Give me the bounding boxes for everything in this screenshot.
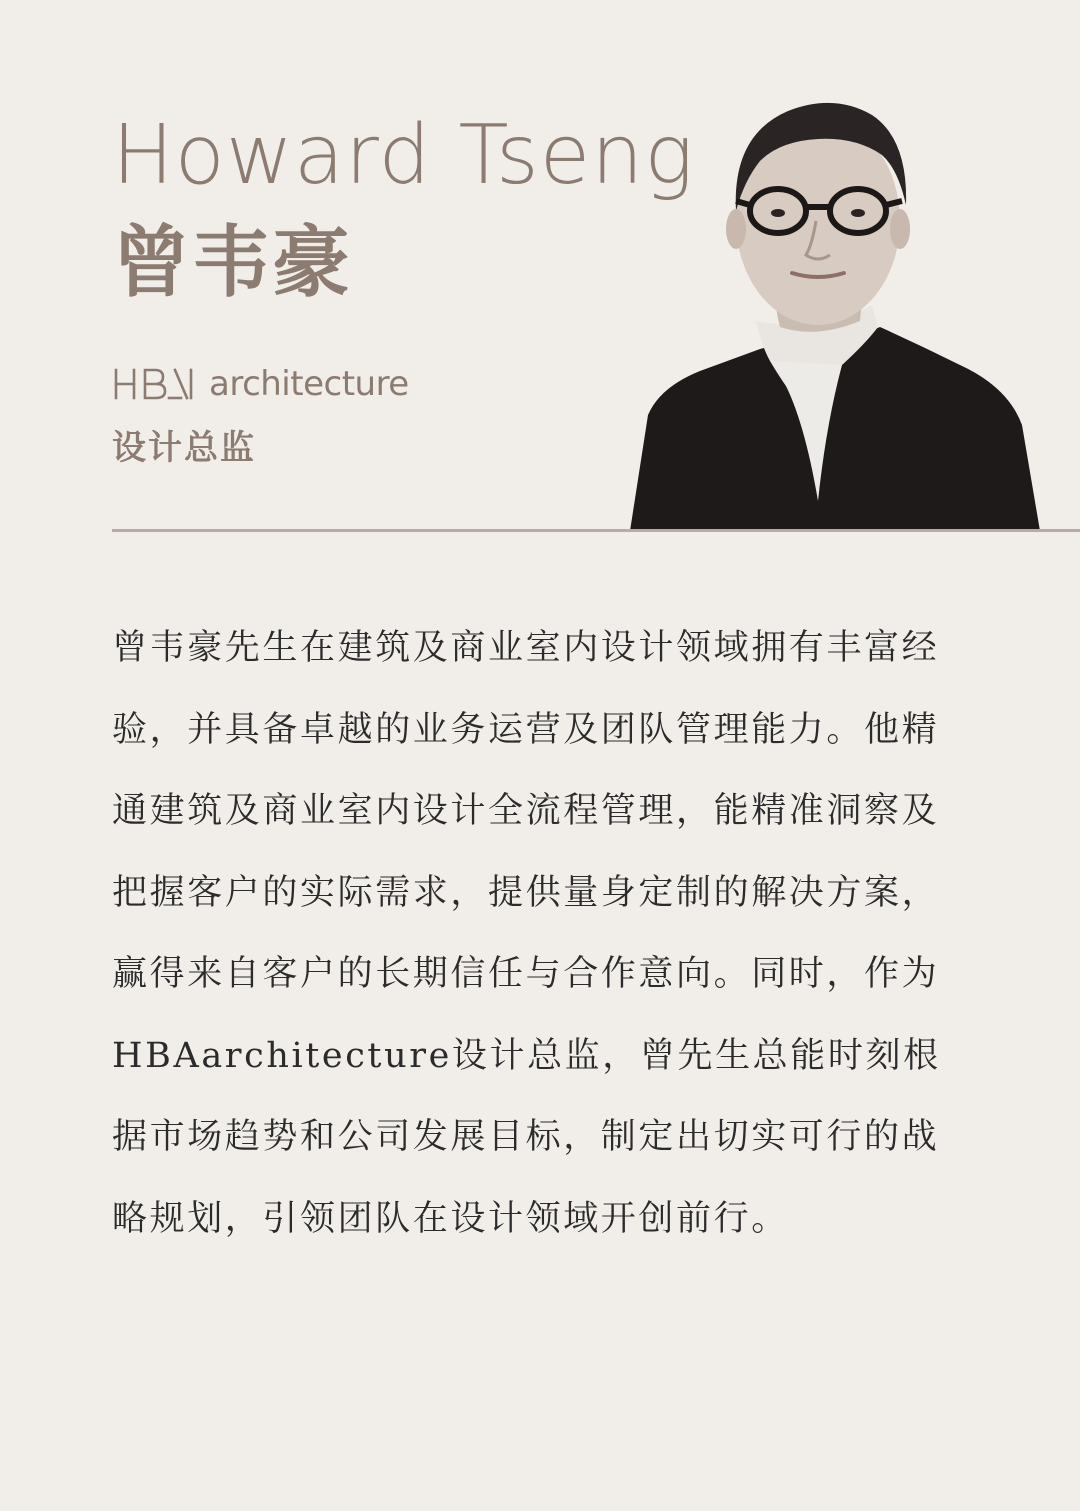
company-name: architecture [209,364,409,404]
name-english: Howard Tseng [112,108,695,203]
company-line [113,360,409,408]
portrait-photo-icon [620,95,1050,531]
hba-logo-icon [113,364,205,404]
section-divider [112,529,1080,532]
name-chinese: 曾韦豪 [112,218,353,308]
hba-logo-text: HBA [113,364,116,365]
job-title: 设计总监 [112,428,256,468]
biography-paragraph: 曾韦豪先生在建筑及商业室内设计领域拥有丰富经验，并具备卓越的业务运营及团队管理能力。他精通建筑及商业室内设计全流程管理，能精准洞察及把握客户的实际需求，提供量身定制的解决方案，赢得来自客户的长期信任与合作意向。同时，作为HBAarchitecture设计总监，曾先生总能时刻根据市场趋势和公司发展目标，制定出切实可行的战略规划，引领团队在设计领域开创前行。 [112,628,941,1239]
